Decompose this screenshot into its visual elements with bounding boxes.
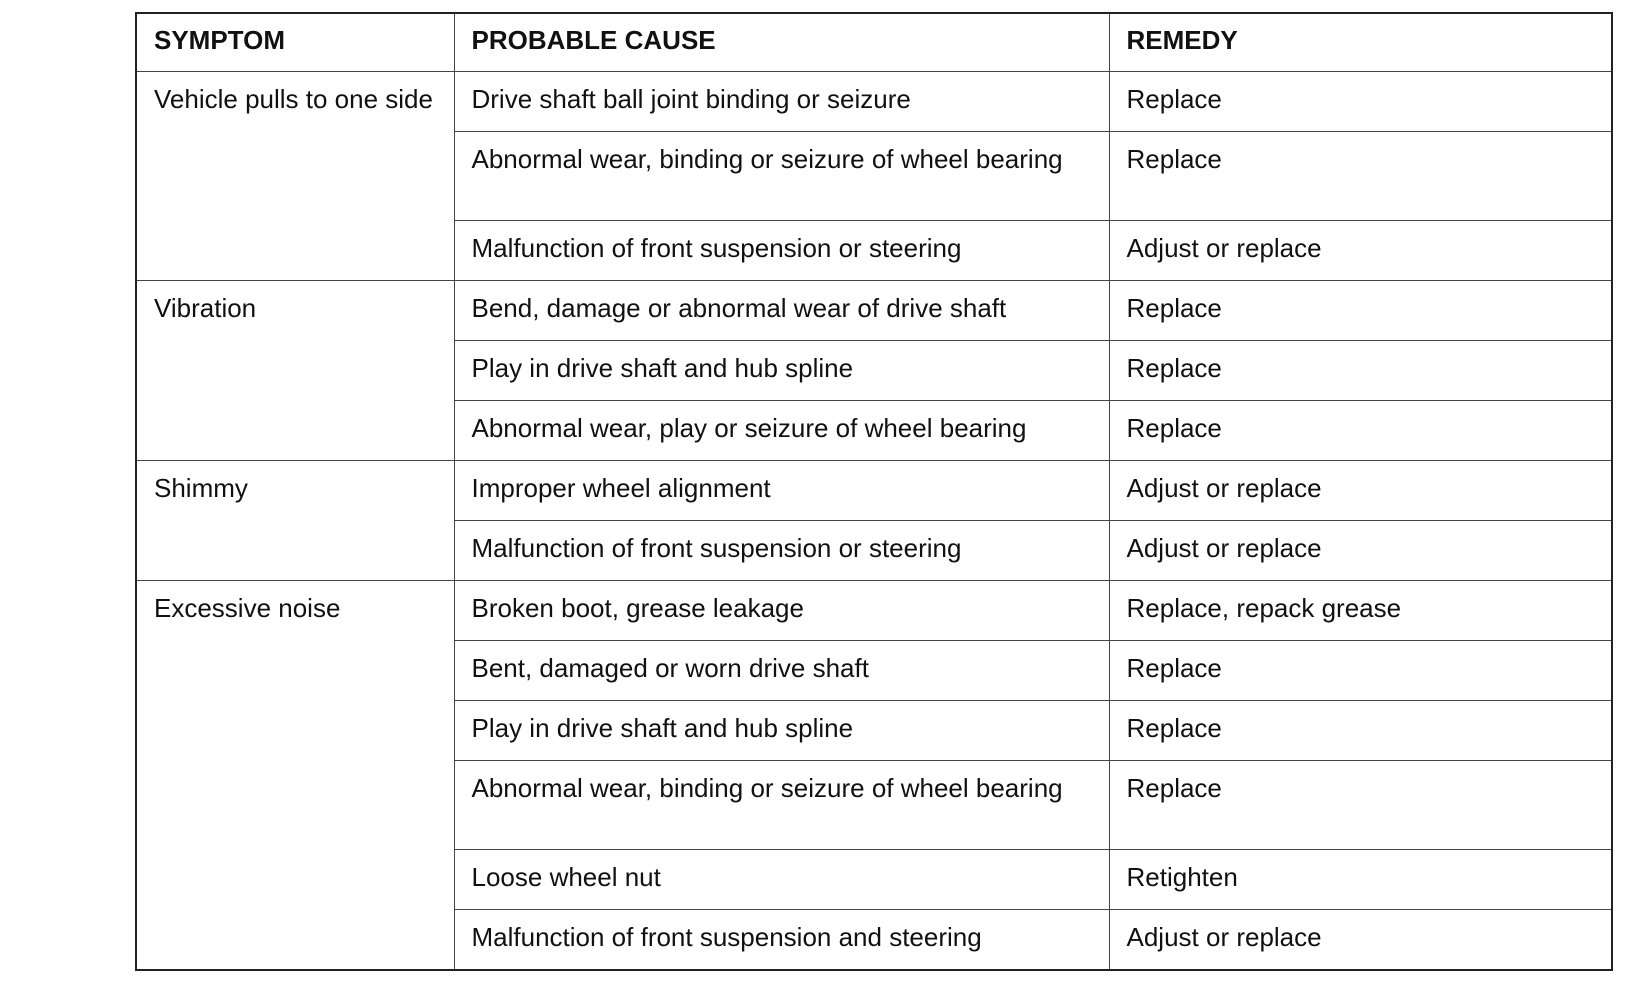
header-row (136, 13, 1612, 72)
cause-cell: Loose wheel nut (454, 850, 1109, 910)
table-row (136, 461, 1612, 521)
symptom-cell: Vehicle pulls to one side (136, 72, 454, 281)
table-row (136, 581, 1612, 641)
cause-cell: Malfunction of front suspension and steering (454, 910, 1109, 971)
cause-cell: Malfunction of front suspension or steering (454, 521, 1109, 581)
remedy-cell: Retighten (1109, 850, 1612, 910)
remedy-cell: Replace (1109, 761, 1612, 850)
remedy-cell: Replace (1109, 132, 1612, 221)
cause-cell: Drive shaft ball joint binding or seizure (454, 72, 1109, 132)
remedy-cell: Replace (1109, 701, 1612, 761)
remedy-cell: Replace (1109, 401, 1612, 461)
cause-cell: Bent, damaged or worn drive shaft (454, 641, 1109, 701)
table-row (136, 281, 1612, 341)
remedy-cell: Replace, repack grease (1109, 581, 1612, 641)
cause-column-header: PROBABLE CAUSE (454, 13, 1109, 72)
cause-cell: Bend, damage or abnormal wear of drive shaft (454, 281, 1109, 341)
table-row (136, 72, 1612, 132)
remedy-cell: Replace (1109, 341, 1612, 401)
symptom-cell: Shimmy (136, 461, 454, 581)
remedy-cell: Replace (1109, 281, 1612, 341)
remedy-cell: Replace (1109, 72, 1612, 132)
remedy-cell: Adjust or replace (1109, 910, 1612, 971)
cause-cell: Malfunction of front suspension or steering (454, 221, 1109, 281)
symptom-column-header: SYMPTOM (136, 13, 454, 72)
troubleshooting-table (135, 12, 1613, 971)
remedy-cell: Adjust or replace (1109, 521, 1612, 581)
cause-cell: Abnormal wear, binding or seizure of wheel bearing (454, 132, 1109, 221)
cause-cell: Abnormal wear, binding or seizure of wheel bearing (454, 761, 1109, 850)
remedy-cell: Replace (1109, 641, 1612, 701)
cause-cell: Abnormal wear, play or seizure of wheel bearing (454, 401, 1109, 461)
remedy-cell: Adjust or replace (1109, 461, 1612, 521)
remedy-column-header: REMEDY (1109, 13, 1612, 72)
remedy-cell: Adjust or replace (1109, 221, 1612, 281)
symptom-cell: Excessive noise (136, 581, 454, 971)
cause-cell: Improper wheel alignment (454, 461, 1109, 521)
cause-cell: Broken boot, grease leakage (454, 581, 1109, 641)
symptom-cell: Vibration (136, 281, 454, 461)
cause-cell: Play in drive shaft and hub spline (454, 341, 1109, 401)
cause-cell: Play in drive shaft and hub spline (454, 701, 1109, 761)
